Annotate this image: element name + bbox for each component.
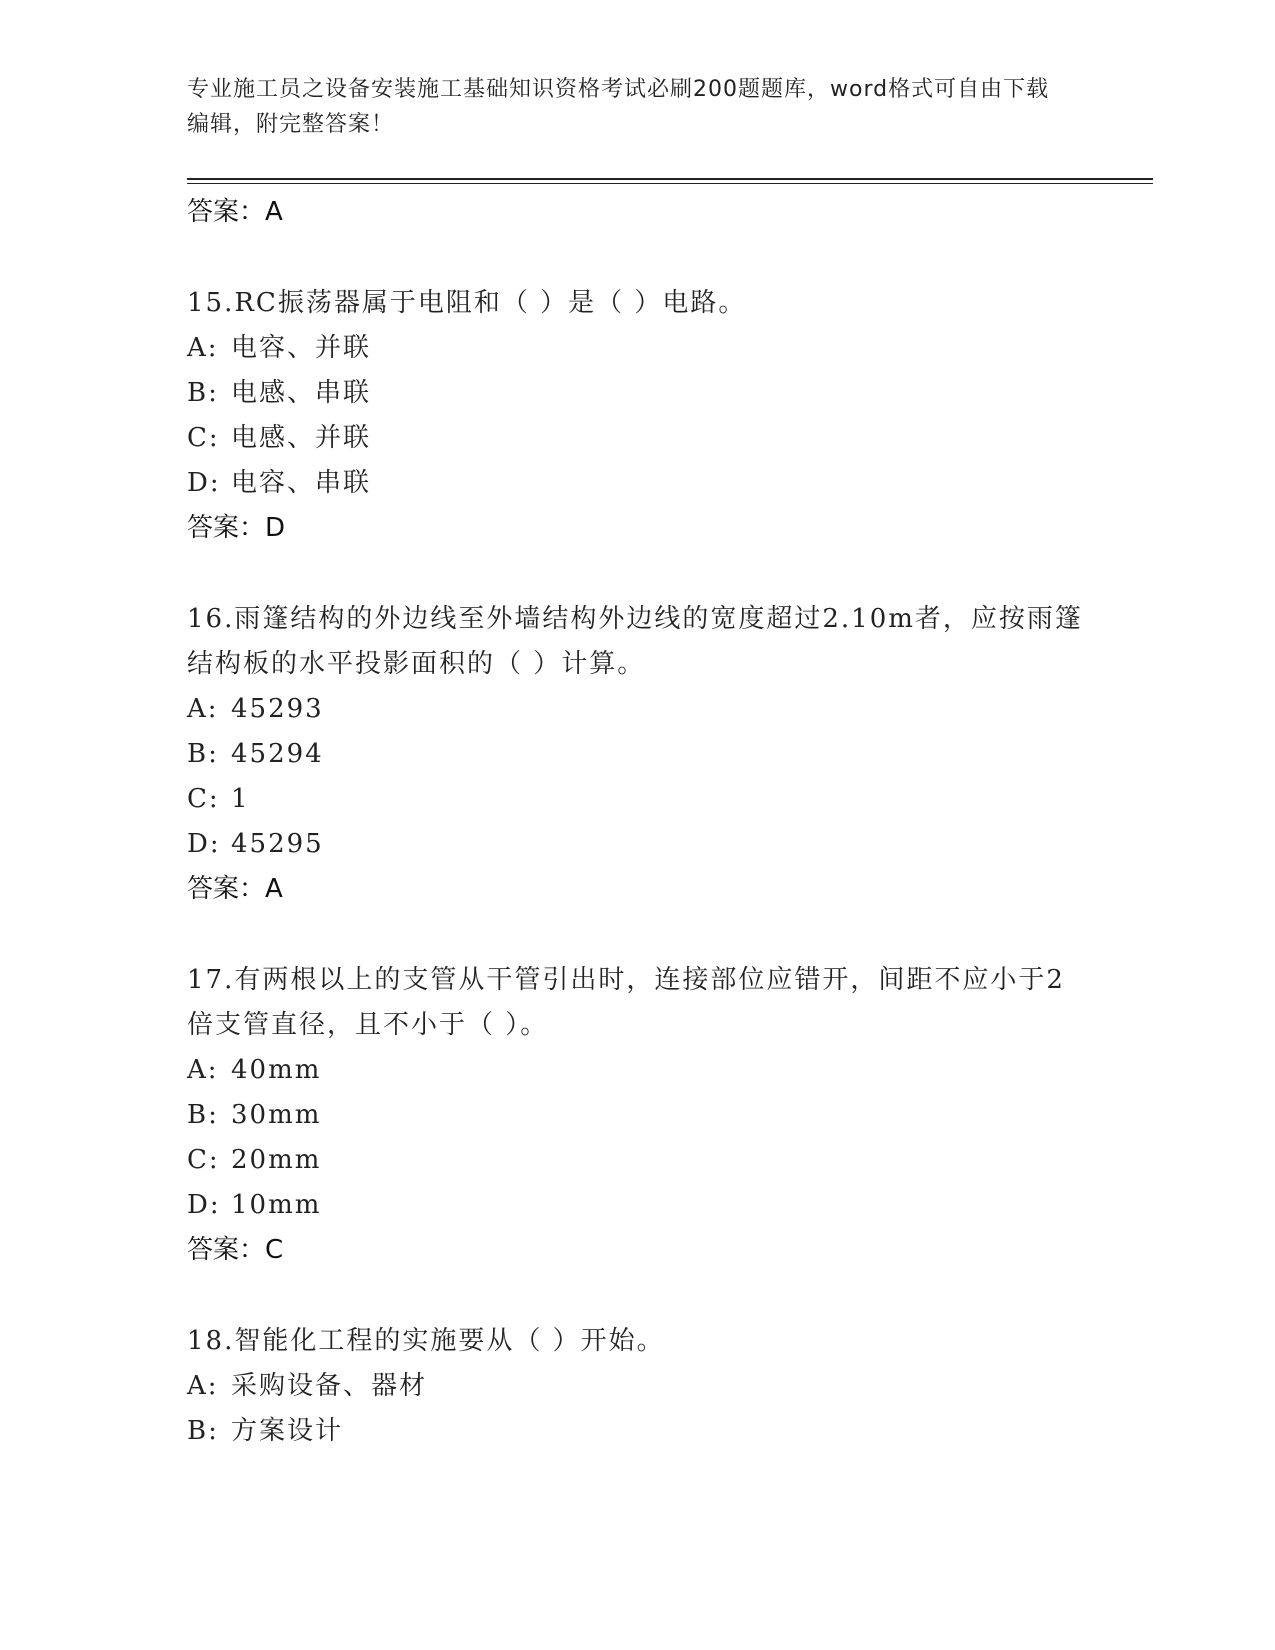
question-15 [187, 281, 1087, 551]
question-16 [187, 597, 1087, 912]
option-label: A: [187, 694, 219, 724]
option-c [187, 777, 1087, 822]
question-17 [187, 958, 1087, 1273]
option-label: A: [187, 1371, 219, 1401]
option-b [187, 732, 1087, 777]
option-text: 1 [231, 784, 250, 814]
document-header: 专业施工员之设备安装施工基础知识资格考试必刷200题题库，word格式可自由下载编辑，附完整答案！ [187, 77, 1050, 137]
option-label: C: [187, 784, 220, 814]
question-list [187, 190, 1087, 1454]
option-c [187, 416, 1087, 461]
option-label: B: [187, 1100, 219, 1130]
option-text: 30mm [231, 1100, 322, 1130]
option-text: 20mm [231, 1145, 322, 1175]
option-label: D: [187, 829, 221, 859]
option-b [187, 371, 1087, 416]
option-a [187, 687, 1087, 732]
answer-value: A [265, 197, 283, 227]
option-c [187, 1138, 1087, 1183]
option-a [187, 326, 1087, 371]
option-b [187, 1093, 1087, 1138]
option-text: 方案设计 [231, 1416, 344, 1446]
option-text: 40mm [231, 1055, 322, 1085]
option-text: 45294 [231, 739, 324, 769]
question-stem: 16.雨篷结构的外边线至外墙结构外边线的宽度超过2.10m者，应按雨篷结构板的水平投影面积的（ ）计算。 [187, 604, 1083, 679]
question-stem: 17.有两根以上的支管从干管引出时，连接部位应错开，间距不应小于2倍支管直径，且不小于（ ）。 [187, 965, 1065, 1040]
answer-label: 答案： [187, 874, 266, 904]
answer-value: A [265, 874, 283, 904]
answer-value: C [265, 1235, 284, 1265]
option-text: 采购设备、器材 [231, 1371, 428, 1401]
option-label: B: [187, 1416, 219, 1446]
answer-value: D [265, 513, 286, 543]
option-d [187, 461, 1087, 506]
option-a [187, 1364, 1087, 1409]
option-a [187, 1048, 1087, 1093]
question-stem: 18.智能化工程的实施要从（ ）开始。 [187, 1326, 665, 1356]
option-label: C: [187, 1145, 220, 1175]
option-text: 电感、并联 [231, 423, 372, 453]
answer-label: 答案： [187, 1235, 266, 1265]
question-answer [187, 1228, 1087, 1273]
option-text: 电感、串联 [231, 378, 372, 408]
option-text: 45293 [231, 694, 324, 724]
option-d [187, 822, 1087, 867]
question-answer [187, 867, 1087, 912]
option-text: 45295 [231, 829, 324, 859]
option-text: 电容、并联 [231, 333, 372, 363]
header-rule-thin [187, 183, 1153, 184]
question-18 [187, 1319, 1087, 1454]
option-label: D: [187, 1190, 221, 1220]
option-label: A: [187, 1055, 219, 1085]
option-label: C: [187, 423, 220, 453]
option-label: D: [187, 468, 221, 498]
option-label: B: [187, 378, 219, 408]
header-rule-thick [187, 178, 1153, 180]
option-label: B: [187, 739, 219, 769]
option-text: 电容、串联 [231, 468, 372, 498]
option-label: A: [187, 333, 219, 363]
question-stem: 15.RC振荡器属于电阻和（ ）是（ ）电路。 [187, 288, 747, 318]
option-d [187, 1183, 1087, 1228]
question-answer [187, 506, 1087, 551]
answer-label: 答案： [187, 197, 266, 227]
prev-answer [187, 190, 1087, 235]
answer-label: 答案： [187, 513, 266, 543]
option-b [187, 1409, 1087, 1454]
option-text: 10mm [231, 1190, 322, 1220]
